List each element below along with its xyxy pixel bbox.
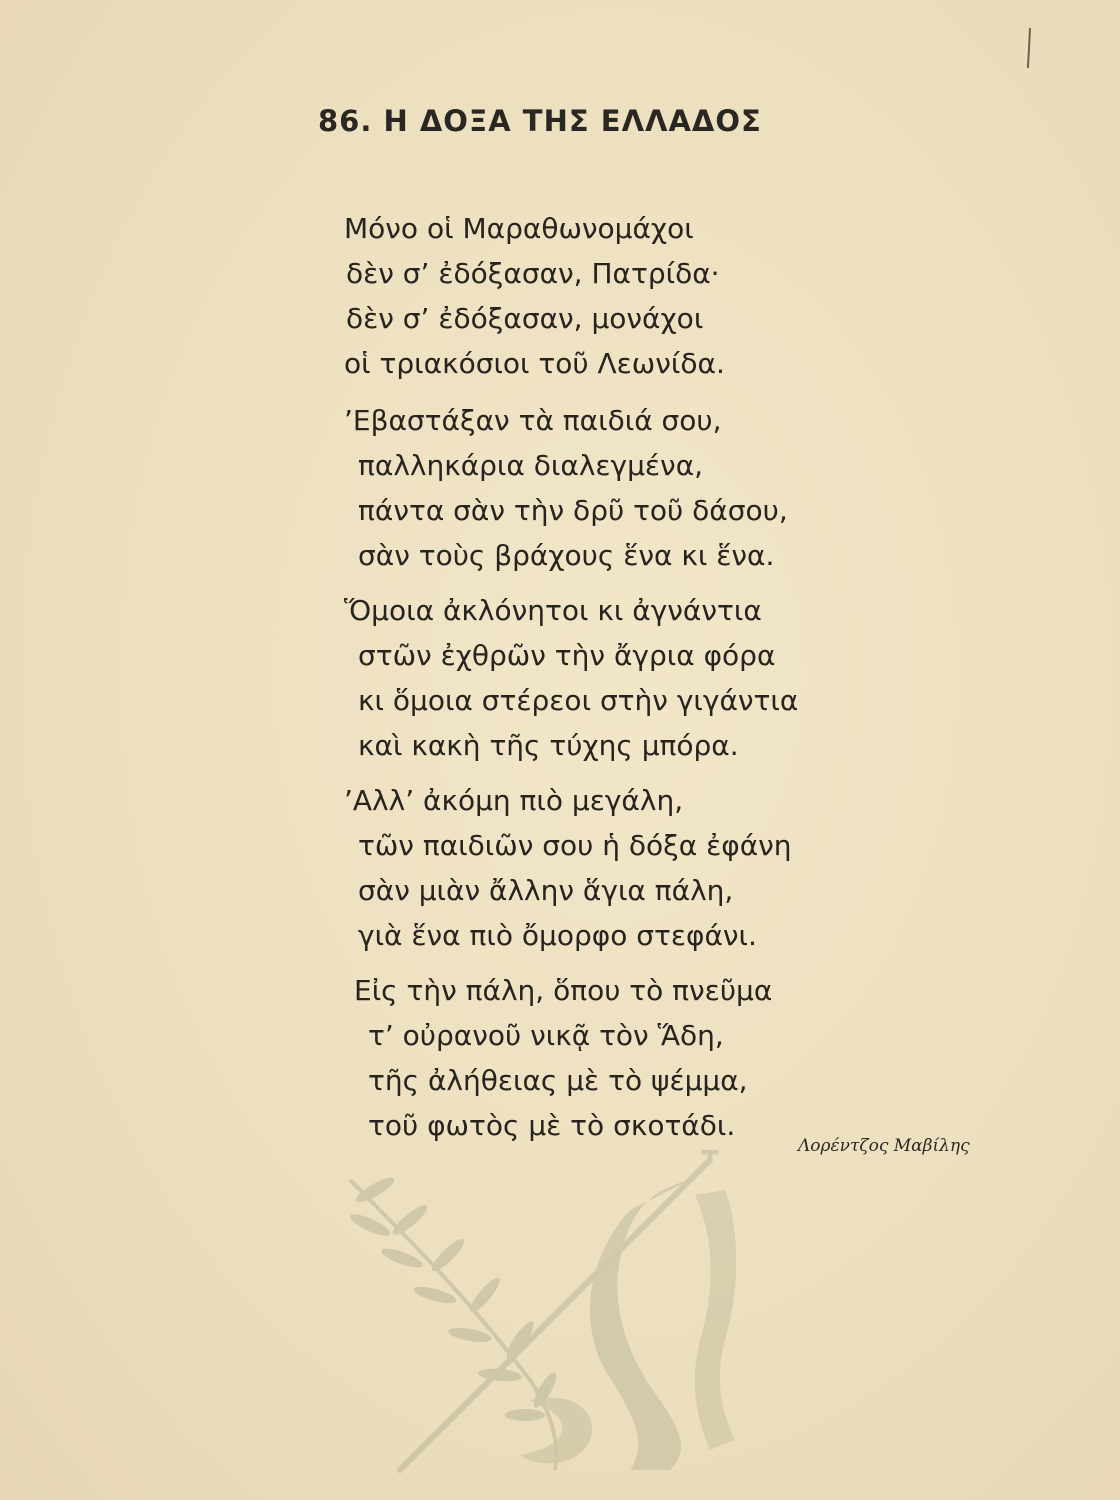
poem-line: οἱ τριακόσιοι τοῦ Λεωνίδα.: [344, 347, 725, 380]
poem-line: κι ὅμοια στέρεοι στὴν γιγάντια: [358, 684, 799, 717]
poem-line: Εἰς τὴν πάλη, ὅπου τὸ πνεῦμα: [354, 974, 773, 1007]
poem-line: Μόνο οἱ Μαραθωνομάχοι: [344, 212, 694, 245]
poem-line: δὲν σ’ ἐδόξασαν, μονάχοι: [346, 302, 704, 335]
poem-line: Ὅμοια ἀκλόνητοι κι ἀγνάντια: [344, 594, 762, 627]
poem-line: πάντα σὰν τὴν δρῦ τοῦ δάσου,: [358, 494, 788, 527]
poem-line: ’Εβαστάξαν τὰ παιδιά σου,: [344, 404, 722, 437]
poem-line: σὰν τοὺς βράχους ἕνα κι ἕνα.: [358, 539, 775, 572]
poem-line: τῶν παιδιῶν σου ἡ δόξα ἐφάνη: [358, 829, 792, 862]
poem-author: Λορέντζος Μαβίλης: [798, 1136, 970, 1156]
poem-line: στῶν ἐχθρῶν τὴν ἄγρια φόρα: [358, 639, 776, 672]
poem-line: καὶ κακὴ τῆς τύχης μπόρα.: [358, 729, 739, 762]
stanza-4: [344, 778, 792, 958]
poem-line: σὰν μιὰν ἄλλην ἅγια πάλη,: [358, 874, 734, 907]
stanza-5: [354, 968, 772, 1148]
stanza-2: [344, 398, 788, 578]
poem-line: γιὰ ἕνα πιὸ ὄμορφο στεφάνι.: [358, 919, 757, 952]
poem-title: 86. Η ΔΟΞΑ ΤΗΣ ΕΛΛΑΔΟΣ: [318, 104, 762, 138]
poem-line: τῆς ἀλήθειας μὲ τὸ ψέμμα,: [368, 1064, 748, 1097]
stanza-3: [344, 588, 798, 768]
page-edge-mark: [1027, 28, 1031, 68]
poem-line: τοῦ φωτὸς μὲ τὸ σκοτάδι.: [368, 1109, 736, 1142]
poem-line: παλληκάρια διαλεγμένα,: [358, 449, 704, 482]
poem-line: δὲν σ’ ἐδόξασαν, Πατρίδα·: [346, 257, 720, 290]
poem-line: ’Αλλ’ ἀκόμη πιὸ μεγάλη,: [344, 784, 684, 817]
olive-branch-and-flag-emblem-icon: [330, 1150, 770, 1480]
poem-line: τ’ οὐρανοῦ νικᾷ τὸν Ἅδη,: [368, 1019, 724, 1052]
stanza-1: [344, 206, 725, 386]
